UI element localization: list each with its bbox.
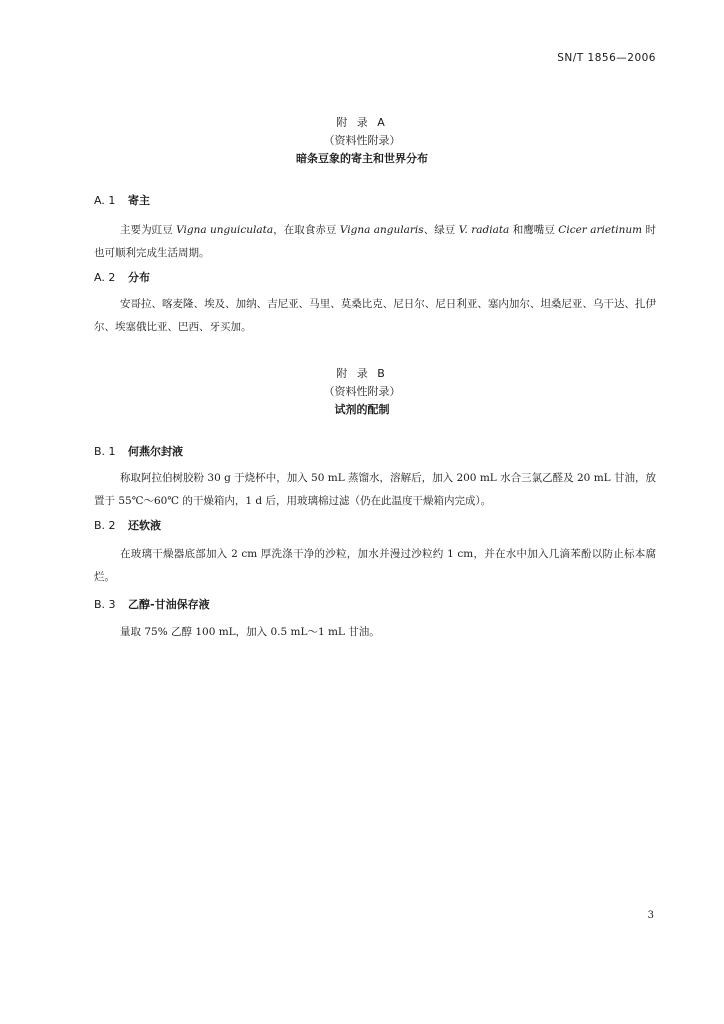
annex-b-type: （资料性附录） [323, 385, 401, 398]
annex-a-heading [0, 114, 724, 168]
section-title: 乙醇-甘油保存液 [128, 598, 210, 611]
section-number: B. 1 [94, 445, 116, 458]
section-b2-heading [94, 518, 161, 534]
section-title: 寄主 [128, 194, 150, 207]
section-number: A. 2 [94, 271, 116, 284]
species-name: Vigna unguiculata [176, 224, 274, 236]
section-a2-text: 安哥拉、喀麦隆、埃及、加纳、吉尼亚、马里、莫桑比克、尼日尔、尼日利亚、塞内加尔、坦桑尼亚、乌干达、扎伊尔、埃塞俄比亚、巴西、牙买加。 [94, 298, 656, 333]
section-b2-text: 在玻璃干燥器底部加入 2 cm 厚洗涤干净的沙粒，加水并漫过沙粒约 1 cm，并在水中加入几滴苯酚以防止标本腐烂。 [94, 548, 656, 583]
standard-code: SN/T 1856—2006 [557, 52, 656, 64]
section-b1-text: 称取阿拉伯树胶粉 30 g 于烧杯中，加入 50 mL 蒸馏水，溶解后，加入 200 mL 水合三氯乙醛及 20 mL 甘油，放置于 55℃～60℃ 的干燥箱内，1 d 后，用玻璃棉过滤（仍在此温度干燥箱内完成）。 [94, 472, 656, 507]
section-b3-heading [94, 597, 210, 613]
section-title: 还软液 [128, 519, 161, 532]
section-number: B. 2 [94, 519, 116, 532]
section-number: B. 3 [94, 598, 116, 611]
annex-b-title: 试剂的配制 [334, 403, 390, 416]
annex-a-type: （资料性附录） [323, 134, 401, 147]
section-number: A. 1 [94, 194, 116, 207]
annex-a-label: 附 录 A [336, 116, 388, 129]
species-name: V. radiata [458, 224, 510, 236]
section-title: 何燕尔封液 [128, 445, 183, 458]
section-b3-text: 量取 75% 乙醇 100 mL，加入 0.5 mL～1 mL 甘油。 [120, 626, 380, 638]
section-a1-heading [94, 193, 150, 209]
section-a1-text: 主要为豇豆 Vigna unguiculata，在取食赤豆 Vigna angularis、绿豆 V. radiata 和鹰嘴豆 Cicer arietinum 时也可顺利完成生活周期。 [94, 224, 656, 259]
section-b1-heading [94, 444, 183, 460]
annex-b-heading [0, 365, 724, 419]
annex-b-label: 附 录 B [336, 367, 388, 380]
section-a2-heading [94, 270, 150, 286]
page-number: 3 [647, 910, 654, 921]
section-title: 分布 [128, 271, 150, 284]
species-name: Cicer arietinum [558, 224, 643, 236]
annex-a-title: 暗条豆象的寄主和世界分布 [296, 152, 428, 165]
species-name: Vigna angularis [339, 224, 424, 236]
